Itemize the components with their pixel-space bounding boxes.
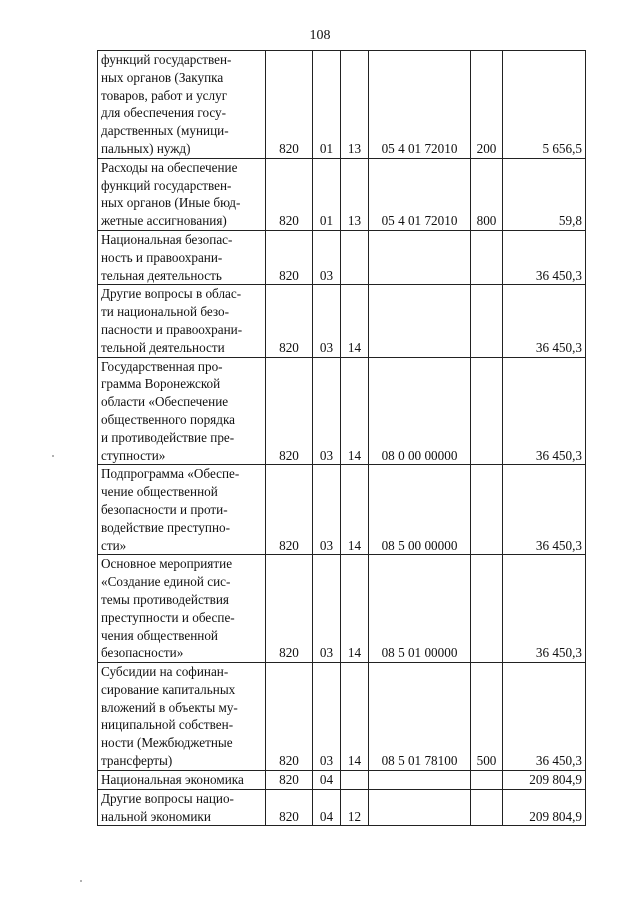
cell-section: 03 (313, 230, 341, 284)
cell-grbs: 820 (266, 285, 313, 357)
cell-target-article (369, 789, 471, 826)
cell-name: функций государствен- ных органов (Закупка товаров, работ и услуг для обеспечения госу- дарственных (муници- пальных) нужд) (98, 51, 266, 159)
table-row (98, 663, 586, 771)
budget-table (97, 50, 586, 826)
cell-grbs: 820 (266, 357, 313, 465)
cell-expense-type (471, 357, 503, 465)
cell-subsection: 14 (341, 465, 369, 555)
scan-speck (52, 455, 54, 457)
cell-amount: 36 450,3 (503, 285, 586, 357)
cell-name: Другие вопросы в облас- ти национальной безо- пасности и правоохрани- тельной деятельности (98, 285, 266, 357)
cell-amount: 36 450,3 (503, 663, 586, 771)
table-row (98, 357, 586, 465)
table-row (98, 158, 586, 230)
cell-amount: 209 804,9 (503, 789, 586, 826)
cell-subsection: 13 (341, 158, 369, 230)
cell-section: 03 (313, 465, 341, 555)
cell-name: Другие вопросы нацио- нальной экономики (98, 789, 266, 826)
cell-expense-type (471, 771, 503, 790)
cell-subsection: 14 (341, 663, 369, 771)
cell-amount: 36 450,3 (503, 230, 586, 284)
table-row (98, 555, 586, 663)
cell-section: 03 (313, 663, 341, 771)
cell-name: Национальная безопас- ность и правоохрани- тельная деятельность (98, 230, 266, 284)
cell-target-article: 05 4 01 72010 (369, 158, 471, 230)
cell-section: 04 (313, 789, 341, 826)
cell-section: 03 (313, 285, 341, 357)
cell-name: Субсидии на софинан- сирование капитальных вложений в объекты му- ниципальной собствен- ности (Межбюджетные трансферты) (98, 663, 266, 771)
cell-expense-type: 500 (471, 663, 503, 771)
cell-grbs: 820 (266, 230, 313, 284)
cell-section: 04 (313, 771, 341, 790)
cell-name: Расходы на обеспечение функций государствен- ных органов (Иные бюд- жетные ассигнования) (98, 158, 266, 230)
cell-subsection: 13 (341, 51, 369, 159)
table-row (98, 285, 586, 357)
cell-subsection: 14 (341, 555, 369, 663)
page-number: 108 (309, 28, 331, 43)
cell-subsection: 12 (341, 789, 369, 826)
cell-expense-type: 200 (471, 51, 503, 159)
cell-subsection: 14 (341, 285, 369, 357)
cell-grbs: 820 (266, 465, 313, 555)
cell-target-article: 05 4 01 72010 (369, 51, 471, 159)
cell-target-article (369, 285, 471, 357)
cell-grbs: 820 (266, 789, 313, 826)
cell-name: Основное мероприятие «Создание единой сис- темы противодействия преступности и обеспе- чения общественной безопасности» (98, 555, 266, 663)
cell-name: Национальная экономика (98, 771, 266, 790)
cell-target-article: 08 5 00 00000 (369, 465, 471, 555)
cell-target-article (369, 230, 471, 284)
cell-target-article: 08 5 01 00000 (369, 555, 471, 663)
cell-expense-type (471, 285, 503, 357)
cell-section: 03 (313, 555, 341, 663)
cell-expense-type (471, 230, 503, 284)
cell-subsection (341, 771, 369, 790)
cell-grbs: 820 (266, 663, 313, 771)
cell-amount: 209 804,9 (503, 771, 586, 790)
cell-subsection: 14 (341, 357, 369, 465)
cell-expense-type (471, 465, 503, 555)
cell-expense-type (471, 555, 503, 663)
cell-target-article: 08 0 00 00000 (369, 357, 471, 465)
cell-amount: 36 450,3 (503, 357, 586, 465)
table-row (98, 51, 586, 159)
scan-speck (80, 880, 82, 882)
cell-grbs: 820 (266, 51, 313, 159)
table-row (98, 771, 586, 790)
cell-grbs: 820 (266, 158, 313, 230)
table-row (98, 465, 586, 555)
cell-amount: 36 450,3 (503, 555, 586, 663)
cell-name: Государственная про- грамма Воронежской области «Обеспечение общественного порядка и противодействие пре- ступности» (98, 357, 266, 465)
cell-target-article (369, 771, 471, 790)
table-row (98, 230, 586, 284)
cell-target-article: 08 5 01 78100 (369, 663, 471, 771)
cell-section: 03 (313, 357, 341, 465)
cell-amount: 59,8 (503, 158, 586, 230)
cell-grbs: 820 (266, 771, 313, 790)
cell-section: 01 (313, 158, 341, 230)
cell-section: 01 (313, 51, 341, 159)
cell-grbs: 820 (266, 555, 313, 663)
cell-name: Подпрограмма «Обеспе- чение общественной безопасности и проти- водействие преступно- сти» (98, 465, 266, 555)
cell-expense-type: 800 (471, 158, 503, 230)
table-row (98, 789, 586, 826)
cell-amount: 5 656,5 (503, 51, 586, 159)
cell-amount: 36 450,3 (503, 465, 586, 555)
cell-subsection (341, 230, 369, 284)
cell-expense-type (471, 789, 503, 826)
